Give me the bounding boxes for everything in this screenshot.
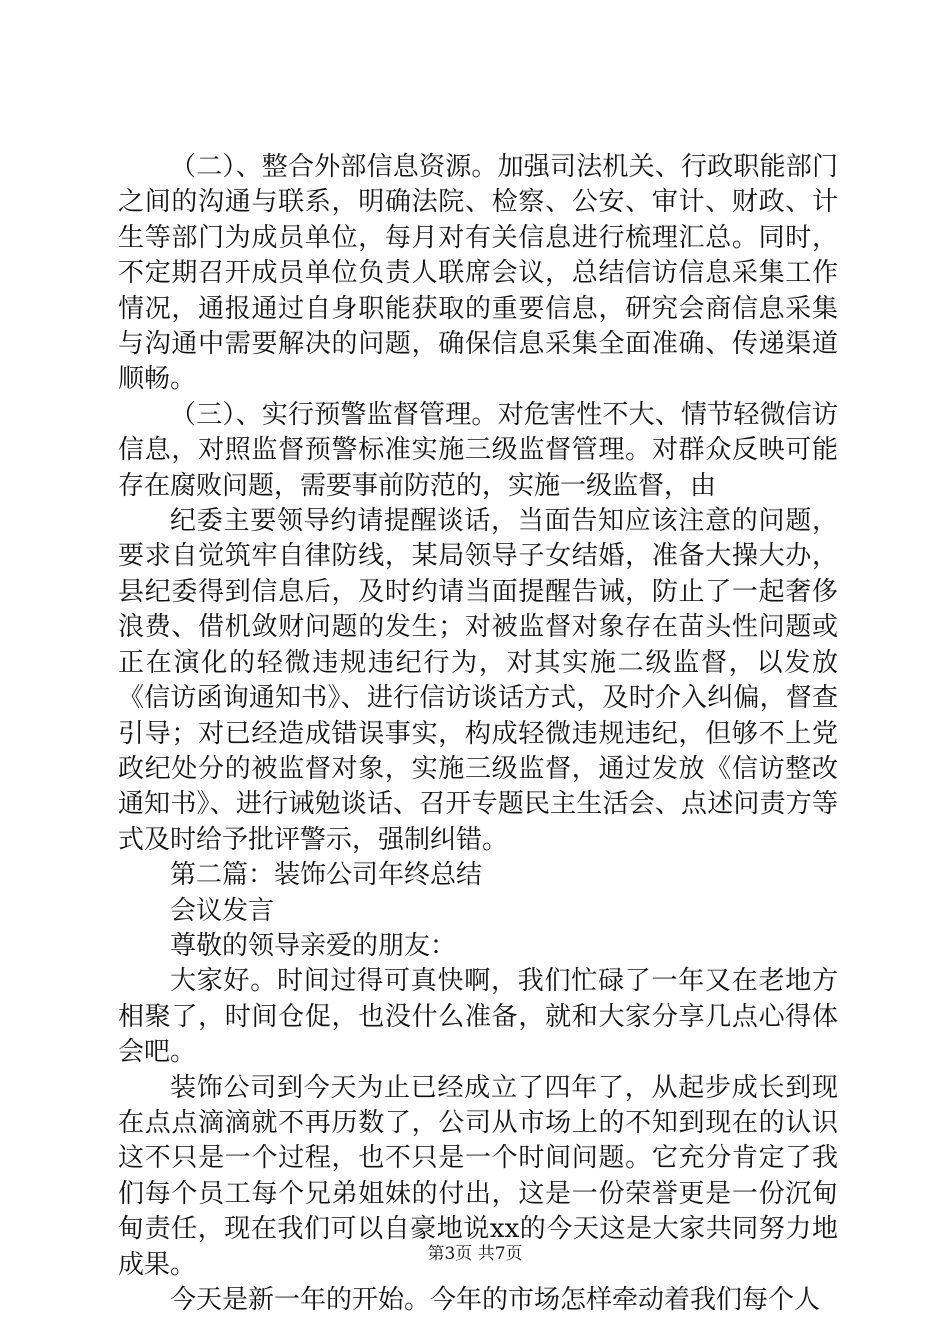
section-heading-part-two: 第二篇：装饰公司年终总结 (170, 860, 483, 891)
paragraph-supervision-levels: 纪委主要领导约请提醒谈话，当面告知应该注意的问题，要求自觉筑牢自律防线，某局领导子女结婚，准备大操大办，县纪委得到信息后，及时约请当面提醒告诫，防止了一起奢侈浪费、借机敛财问题的发生；对被监督对象存在苗头性问题或正在演化的轻微违规违纪行为，对其实施二级监督，以发放《信访函询通知书》、进行信访谈话方式，及时介入纠偏，督查引导；对已经造成错误事实，构成轻微违规违纪，但够不上党政纪处分的被监督对象，实施三级监督，通过发放《信访整改通知书》、进行诫勉谈话、召开专题民主生活会、点述问责方等式及时给予批评警示，强制纠错。 (118, 506, 838, 855)
paragraph-new-year: 今天是新一年的开始。今年的市场怎样牵动着我们每个人 (170, 1285, 821, 1315)
paragraph-greeting: 大家好。时间过得可真快啊，我们忙碌了一年又在老地方相聚了，时间仓促，也没什么准备，就和大家分享几点心得体会吧。 (118, 966, 838, 1068)
body-text (118, 150, 838, 1318)
paragraph-company-history: 装饰公司到今天为止已经成立了四年了，从起步成长到现在点点滴滴就不再历数了，公司从市场上的不知到现在的认识这不只是一个过程，也不只是一个时间问题。它充分肯定了我们每个员工每个兄弟姐妹的付出，这是一份荣誉更是一份沉甸甸责任，现在我们可以自豪地说xx的今天这是大家共同努力地成果。 (118, 1072, 838, 1280)
salutation: 尊敬的领导亲爱的朋友： (170, 930, 457, 961)
paragraph-integrate-external-info: （二）、整合外部信息资源。加强司法机关、行政职能部门之间的沟通与联系，明确法院、检察、公安、审计、财政、计生等部门为成员单位，每月对有关信息进行梳理汇总。同时，不定期召开成员单位负责人联席会议，总结信访信息采集工作情况，通报通过自身职能获取的重要信息，研究会商信息采集与沟通中需要解决的问题，确保信息采集全面准确、传递渠道顺畅。 (118, 152, 838, 395)
paragraph-early-warning-supervision: （三）、实行预警监督管理。对危害性不大、情节轻微信访信息，对照监督预警标准实施三级监督管理。对群众反映可能存在腐败问题，需要事前防范的，实施一级监督，由 (118, 399, 838, 501)
page-footer: 第3页 共7页 (427, 1244, 523, 1264)
subheading-meeting-speech: 会议发言 (170, 895, 275, 926)
